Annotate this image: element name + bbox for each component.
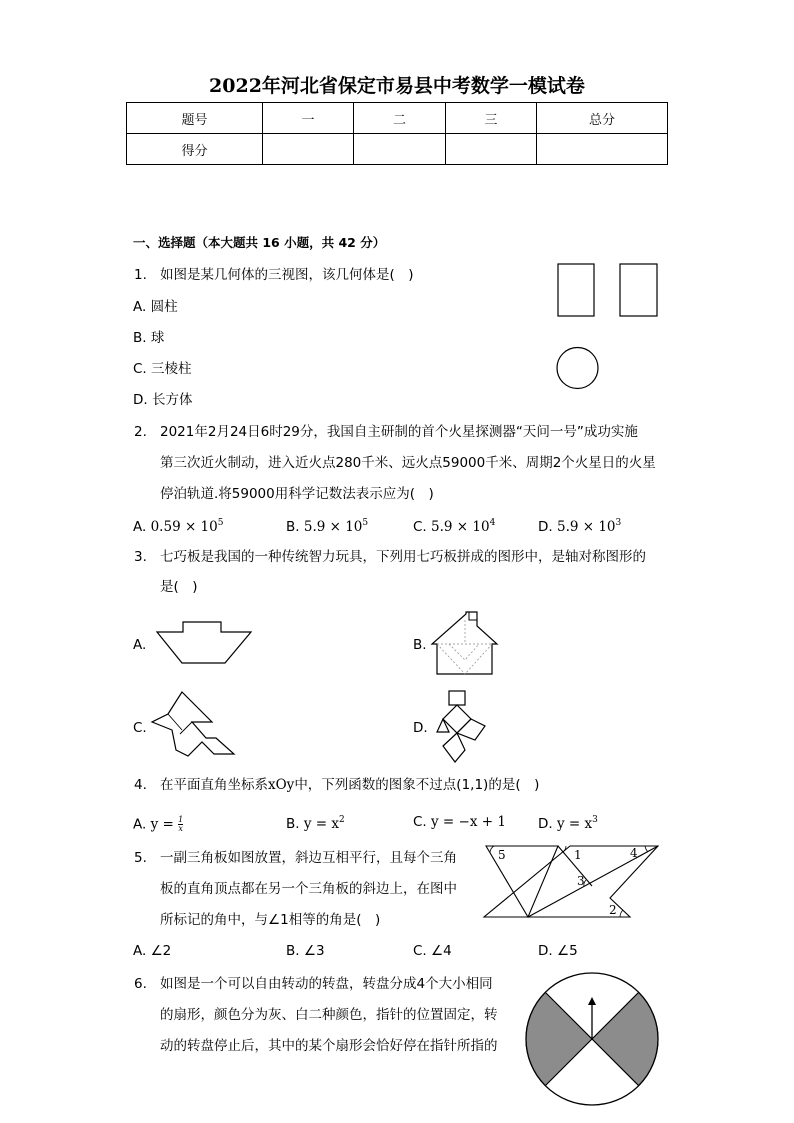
option-math: y = −x + 1 [431,814,506,830]
tangram-bird-figure[interactable] [150,690,240,765]
option-math: 5.9 × 10 [431,519,490,535]
score-cell[interactable] [263,134,354,165]
math-variable: xOy [268,777,295,793]
angle-label-5: 5 [498,848,506,862]
option-exponent: 3 [592,815,598,825]
score-header-row [127,103,668,134]
fraction-denominator: x [178,824,183,833]
set-squares-figure [482,840,662,922]
option-a[interactable]: A. ∠2 [133,943,172,959]
score-header-cell: 总分 [537,103,668,134]
question-text: 如图是某几何体的三视图，该几何体是( ) [160,267,414,283]
question-number: 4. [134,777,147,793]
score-table [126,102,668,165]
option-label: C. [413,519,427,535]
option-label: B. [286,519,300,535]
option-label: C. [413,814,427,830]
option-c[interactable]: C. 三棱柱 [133,361,192,377]
option-c[interactable] [413,816,506,830]
section-heading: 一、选择题（本大题共 16 小题，共 42 分） [133,235,386,250]
option-label: D. [538,519,553,535]
option-b[interactable] [286,816,345,832]
tangram-runner-figure[interactable] [435,688,495,768]
score-header-cell: 题号 [127,103,263,134]
tangram-boat-figure[interactable] [155,620,255,665]
angle-label-3: 3 [577,874,585,888]
question-text-line: 2021年2月24日6时29分，我国自主研制的首个火星探测器“天问一号”成功实施 [160,424,638,440]
option-c[interactable]: C. [133,720,147,736]
question-text-part: 中，下列函数的图象不过点(1,1)的是( ) [294,777,540,793]
side-view-rect [620,264,657,316]
score-cell[interactable] [354,134,446,165]
question-number: 6. [134,976,147,992]
option-a[interactable] [133,816,183,833]
question-text-line: 的扇形，颜色分为灰、白二种颜色，指针的位置固定，转 [160,1007,498,1023]
option-label: A. [133,816,147,833]
option-math: 5.9 × 10 [556,519,616,535]
score-row-label: 得分 [127,134,263,165]
angle-label-2: 2 [609,903,617,917]
question-text-line: 动的转盘停止后，其中的某个扇形会恰好停在指针所指的 [160,1038,498,1054]
option-c[interactable] [413,519,495,535]
option-exponent: 5 [217,518,224,528]
option-d[interactable]: D. ∠5 [538,943,578,959]
option-d[interactable] [538,816,598,832]
spinner-figure [522,969,662,1109]
option-d[interactable]: D. 长方体 [133,392,193,408]
fraction-numerator: 1 [178,815,184,824]
question-text-part: 在平面直角坐标系 [160,777,268,793]
option-b[interactable] [286,519,368,535]
option-b[interactable]: B. [413,637,427,653]
angle-label-1: 1 [574,848,582,862]
score-header-cell: 三 [446,103,537,134]
score-cell[interactable] [537,134,668,165]
question-number: 5. [134,850,147,866]
option-math: 5.9 × 10 [303,519,363,535]
option-a[interactable]: A. [133,637,147,653]
score-row [127,134,668,165]
question-text-line: 板的直角顶点都在另一个三角板的斜边上，在图中 [160,881,457,897]
option-a[interactable]: A. 圆柱 [133,299,178,315]
option-b[interactable]: B. 球 [133,330,165,346]
pointer-arrow-icon [588,997,596,1005]
three-view-figure [550,258,670,398]
tangram-house-figure[interactable] [435,610,505,680]
score-cell[interactable] [446,134,537,165]
question-text-line: 如图是一个可以自由转动的转盘，转盘分成4个大小相同 [160,976,493,992]
option-a[interactable] [133,519,223,535]
option-label: B. [286,816,300,832]
option-math: 0.59 × 10 [150,519,218,535]
option-d[interactable]: D. [413,720,428,736]
front-view-rect [558,264,594,316]
option-exponent: 5 [362,518,369,528]
question-text-line: 一副三角板如图放置，斜边互相平行，且每个三角 [160,850,457,866]
option-label: D. [538,816,553,832]
question-number: 3. [134,549,147,565]
top-view-circle [557,348,598,389]
option-math: y = x [303,816,339,832]
angle-label-4: 4 [630,846,638,860]
question-text-line: 停泊轨道.将59000用科学记数法表示应为( ) [160,486,434,502]
option-b[interactable]: B. ∠3 [286,943,325,959]
option-d[interactable] [538,519,621,535]
hypotenuse-line [528,846,658,917]
option-exponent: 3 [615,518,622,528]
option-math: y = x [556,816,593,832]
option-math: y = [150,816,174,833]
option-exponent: 4 [489,518,496,528]
option-label: A. [133,519,147,535]
score-header-cell: 二 [354,103,446,134]
page-title: 2022年河北省保定市易县中考数学一模试卷 [209,75,585,97]
option-exponent: 2 [339,815,345,825]
question-text-line: 所标记的角中，与∠1相等的角是( ) [160,912,381,928]
question-number: 2. [134,424,147,440]
question-text-line: 七巧板是我国的一种传统智力玩具，下列用七巧板拼成的图形中，是轴对称图形的 [160,549,646,565]
question-text [160,779,539,793]
score-header-cell: 一 [263,103,354,134]
fraction [178,816,183,833]
question-text-line: 第三次近火制动，进入近火点280千米、远火点59000千米、周期2个火星日的火星 [160,455,656,471]
option-c[interactable]: C. ∠4 [413,943,452,959]
question-number: 1. [134,267,147,283]
question-text-line: 是( ) [160,579,198,595]
